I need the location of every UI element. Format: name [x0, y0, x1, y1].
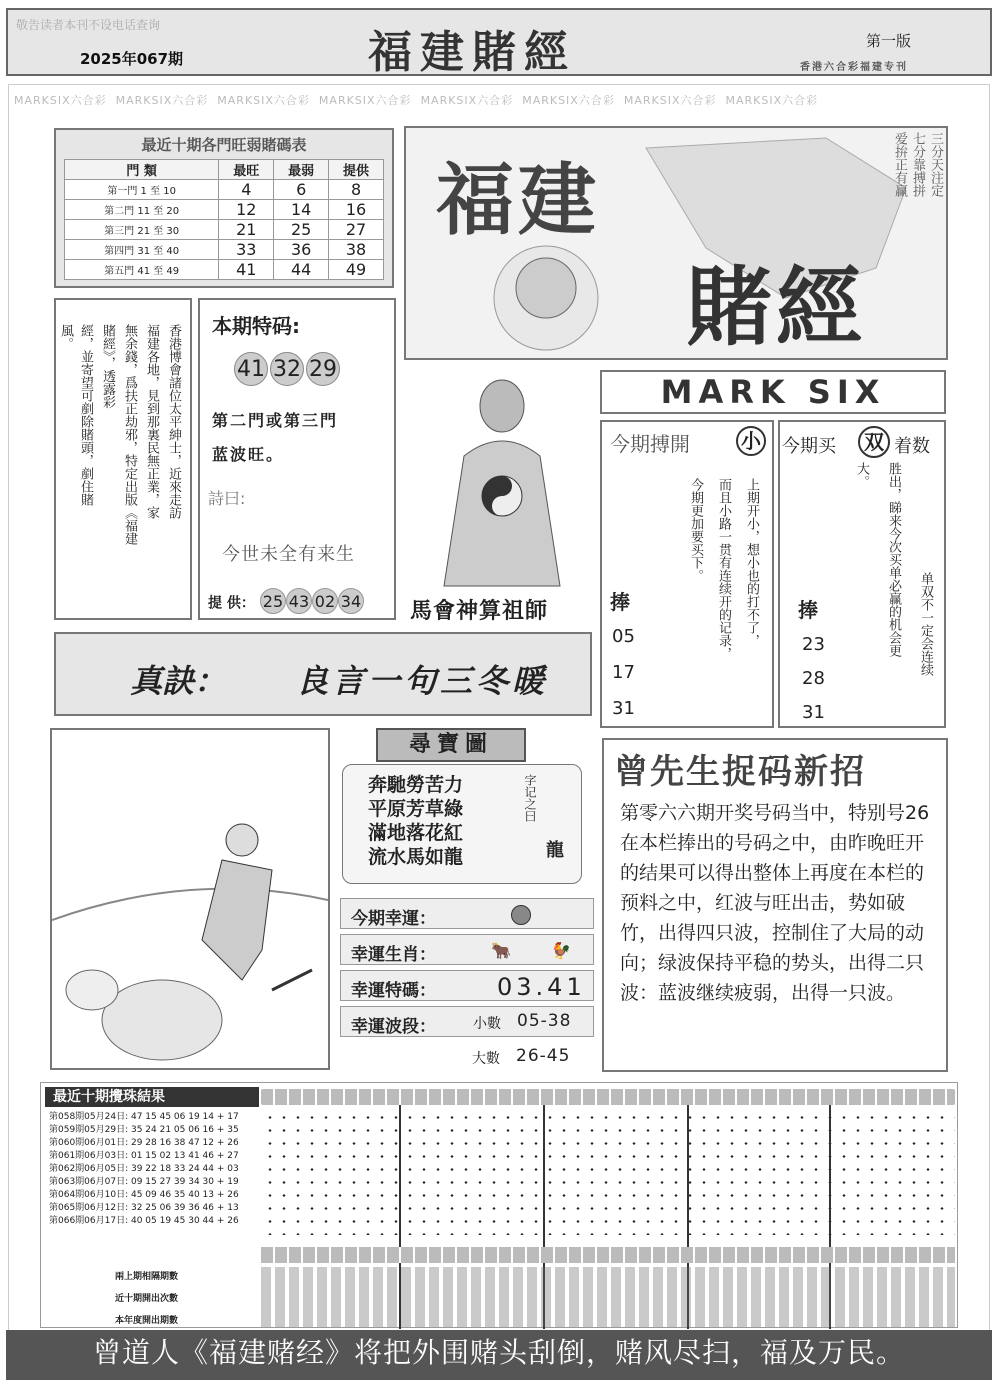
bet-even-text-1: 单双不一定会连续 — [918, 572, 933, 676]
bet-open-text-1: 上期开小，想小也的打不了， — [744, 478, 759, 647]
bet-even-text-3: 大。 — [854, 462, 869, 488]
lucky-zodiac-label: 幸運生肖： — [351, 945, 436, 965]
treasure-line: 滿地落花紅 — [368, 822, 464, 844]
mr-zeng-body: 第零六六期开奖号码当中，特别号26在本栏捧出的号码之中，由昨晚旺开的结果可以得出整体上再度在本栏的预料之中，红波与旺出击，势如破竹，出得四只波，控制住了大局的动向；绿波保持平稳的势头，出得二只波：蓝波继续疲弱，出得一只波。 — [620, 802, 930, 1004]
lucky-color-label: 今期幸運： — [351, 909, 436, 929]
min-cell: 14 — [274, 200, 329, 220]
vertical-story-box — [54, 298, 192, 620]
table-row — [65, 200, 384, 220]
treasure-title: 尋寶圖 — [376, 728, 526, 762]
rank-table-box — [54, 128, 394, 288]
bet-open-text-3: 今期更加要买下。 — [688, 478, 703, 582]
number-header-bottom — [261, 1247, 955, 1263]
warrior-illustration — [52, 730, 328, 1068]
story-col-6: 風。 — [58, 324, 73, 350]
lucky-zodiac-row — [340, 934, 594, 965]
zodiac-ox-icon: 🐂 — [491, 941, 511, 960]
bet-open-tag: 小 — [736, 426, 766, 456]
story-col-5: 經，並寄望可剷除賭頭，剷住賭 — [78, 324, 93, 506]
min-cell: 44 — [274, 260, 329, 280]
tip-cell: 16 — [329, 200, 384, 220]
provide-ball: 02 — [312, 588, 338, 614]
gate-cell: 第五門 41 至 49 — [65, 260, 219, 280]
treasure-line: 流水馬如龍 — [368, 846, 464, 868]
history-row: 第063期06月07日: 09 15 27 39 34 30 + 19 — [49, 1177, 239, 1187]
lucky-big-label: 大數 — [472, 1051, 500, 1067]
history-row: 第065期06月12日: 32 25 06 39 36 46 + 13 — [49, 1203, 239, 1213]
min-cell: 36 — [274, 240, 329, 260]
table-row — [65, 220, 384, 240]
hit-dot-grid — [263, 1111, 955, 1235]
tip-cell: 38 — [329, 240, 384, 260]
bet-even-box — [778, 420, 946, 728]
lucky-band-label: 幸運波段： — [351, 1017, 436, 1037]
header-notice: 敬告读者本刊不设电话查询 — [16, 18, 161, 32]
lucky-small-value: 05-38 — [517, 1011, 572, 1031]
truth-text: 良言一句三冬暖 — [296, 662, 549, 700]
bet-even-pick: 31 — [802, 702, 825, 723]
mr-zeng-box — [602, 738, 948, 1072]
max-cell: 41 — [219, 260, 274, 280]
edition-label: 第一版 — [866, 32, 912, 50]
history-row: 第064期06月10日: 45 09 46 35 40 13 + 26 — [49, 1190, 239, 1200]
marksix-logo: MARK SIX — [660, 373, 886, 411]
provide-label: 提 供： — [208, 595, 255, 612]
rank-table-title: 最近十期各門旺弱賭碼表 — [141, 136, 307, 154]
master-illustration — [404, 366, 600, 590]
min-cell: 6 — [274, 180, 329, 200]
masthead-subtitle: 香港六合彩福建专刊 — [800, 62, 908, 73]
bet-open-pick: 31 — [612, 698, 635, 719]
bet-open-text-2: 而且小路一贯有连续开的记录， — [716, 478, 731, 660]
special-ball: 29 — [306, 352, 340, 386]
history-box — [40, 1082, 958, 1328]
banner-motto-2: 七分靠搏拼 — [910, 132, 925, 197]
max-cell: 21 — [219, 220, 274, 240]
history-list — [49, 1111, 253, 1228]
bet-even-tag: 双 — [858, 426, 890, 458]
treasure-side: 字记之曰 — [523, 774, 537, 822]
rank-header: 最弱 — [274, 160, 329, 180]
master-figure — [404, 366, 600, 628]
max-cell: 12 — [219, 200, 274, 220]
marksix-logo-box — [600, 370, 946, 414]
gate-cell: 第三門 21 至 30 — [65, 220, 219, 240]
issue-number: 2025年067期 — [80, 50, 184, 68]
lucky-big-row — [340, 1042, 594, 1072]
special-title: 本期特码: — [212, 314, 300, 338]
history-row: 第058期05月24日: 47 15 45 06 19 14 + 17 — [49, 1112, 239, 1122]
master-caption: 馬會神算祖師 — [410, 599, 549, 624]
bet-open-title: 今期搏開 — [610, 432, 690, 456]
lucky-small-label: 小數 — [473, 1016, 501, 1032]
min-cell: 25 — [274, 220, 329, 240]
lucky-big-value: 26-45 — [516, 1046, 571, 1066]
lucky-color-row — [340, 898, 594, 929]
lucky-band-row — [340, 1006, 594, 1037]
history-title: 最近十期攪珠結果 — [45, 1087, 259, 1107]
provide-ball: 34 — [338, 588, 364, 614]
special-ball: 32 — [270, 352, 304, 386]
provide-row — [208, 588, 364, 614]
truth-box — [54, 632, 592, 716]
history-row: 第062期06月05日: 39 22 18 33 24 44 + 03 — [49, 1164, 239, 1174]
special-ball: 41 — [234, 352, 268, 386]
gate-cell: 第二門 11 至 20 — [65, 200, 219, 220]
bet-open-pick-label: 捧 — [610, 590, 630, 614]
rank-header: 最旺 — [219, 160, 274, 180]
special-balls — [234, 352, 342, 386]
history-row: 第061期06月03日: 01 15 02 13 41 46 + 27 — [49, 1151, 239, 1161]
max-cell: 33 — [219, 240, 274, 260]
table-row — [65, 180, 384, 200]
gate-cell: 第一門 1 至 10 — [65, 180, 219, 200]
truth-label: 真訣： — [130, 662, 227, 700]
story-col-2: 福建各地，見到那裏民無正業，家 — [144, 324, 159, 519]
banner-motto-3: 爱拚正有赢 — [892, 132, 907, 197]
bet-open-box — [600, 420, 774, 728]
lucky-color-swatch — [511, 905, 531, 925]
provide-ball: 25 — [260, 588, 286, 614]
gate-cell: 第四門 31 至 40 — [65, 240, 219, 260]
stat-label: 近十期開出次數 — [115, 1294, 179, 1304]
masthead-title: 福建賭經 — [368, 27, 576, 78]
banner-big2: 賭經 — [686, 257, 866, 358]
special-line1: 第二門或第三門 — [212, 411, 339, 430]
bet-even-tail: 着数 — [894, 436, 930, 457]
banner-big1: 福建 — [436, 155, 601, 246]
table-row — [65, 240, 384, 260]
table-row — [65, 260, 384, 280]
history-row: 第060期06月01日: 29 28 16 38 47 12 + 26 — [49, 1138, 239, 1148]
bet-even-pick: 28 — [802, 668, 825, 689]
bet-even-title: 今期买 — [782, 436, 836, 457]
footer-bar — [6, 1330, 992, 1380]
tip-cell: 49 — [329, 260, 384, 280]
history-row: 第059期05月29日: 35 24 21 05 06 16 + 35 — [49, 1125, 239, 1135]
treasure-line: 平原芳草綠 — [368, 798, 464, 820]
number-header-top — [261, 1089, 955, 1105]
tip-cell: 27 — [329, 220, 384, 240]
tip-cell: 8 — [329, 180, 384, 200]
header-bar — [6, 8, 992, 76]
story-col-4: 賭經》，透露彩 — [100, 324, 115, 409]
banner-motto-1: 三分天注定 — [928, 132, 943, 197]
lucky-code-row — [340, 970, 594, 1001]
bet-even-pick: 23 — [802, 634, 825, 655]
banner-box — [404, 126, 948, 360]
story-col-1: 香港博會諸位太平紳士，近來走訪 — [166, 324, 181, 519]
lucky-code-value: 03.41 — [497, 973, 586, 1001]
bet-even-text-2: 胜出，睇来今次买单必赢的机会更 — [886, 462, 901, 657]
rank-header: 提供 — [329, 160, 384, 180]
rank-table — [64, 159, 384, 280]
poem-text: 今世未全有来生 — [222, 544, 355, 565]
lucky-code-label: 幸運特碼： — [351, 981, 436, 1001]
treasure-box — [336, 728, 592, 890]
special-code-box — [198, 298, 396, 620]
poem-label: 詩曰: — [208, 489, 246, 508]
zodiac-rooster-icon: 🐓 — [551, 941, 571, 960]
treasure-line: 奔馳勞苦力 — [368, 774, 464, 796]
watermark-strip: MARKSIX六合彩 MARKSIX六合彩 MARKSIX六合彩 MARKSIX六合彩 MARKSIX六合彩 MARKSIX六合彩 MARKSIX六合彩 MARKSIX六合彩 — [14, 94, 819, 107]
max-cell: 4 — [219, 180, 274, 200]
footer-text: 曾道人《福建赌经》将把外围赌头刮倒，赌风尽扫，福及万民。 — [92, 1336, 905, 1369]
stat-filler-block — [261, 1267, 955, 1327]
mr-zeng-title: 曾先生捉码新招 — [614, 752, 866, 792]
special-line2: 蓝波旺。 — [212, 445, 285, 464]
treasure-side-answer: 龍 — [546, 840, 564, 861]
bet-even-pick-label: 捧 — [798, 598, 818, 622]
stat-label: 本年度開出期數 — [115, 1316, 179, 1326]
history-row: 第066期06月17日: 40 05 19 45 30 44 + 26 — [49, 1216, 239, 1226]
story-col-3: 無余錢，爲扶正劫邪，特定出版《福建 — [122, 324, 137, 545]
provide-ball: 43 — [286, 588, 312, 614]
warrior-illustration-box — [50, 728, 330, 1070]
bet-open-pick: 05 — [612, 626, 635, 647]
rank-header: 門 類 — [65, 160, 219, 180]
stat-label: 兩上期相隔期數 — [115, 1272, 179, 1282]
bet-open-pick: 17 — [612, 662, 635, 683]
